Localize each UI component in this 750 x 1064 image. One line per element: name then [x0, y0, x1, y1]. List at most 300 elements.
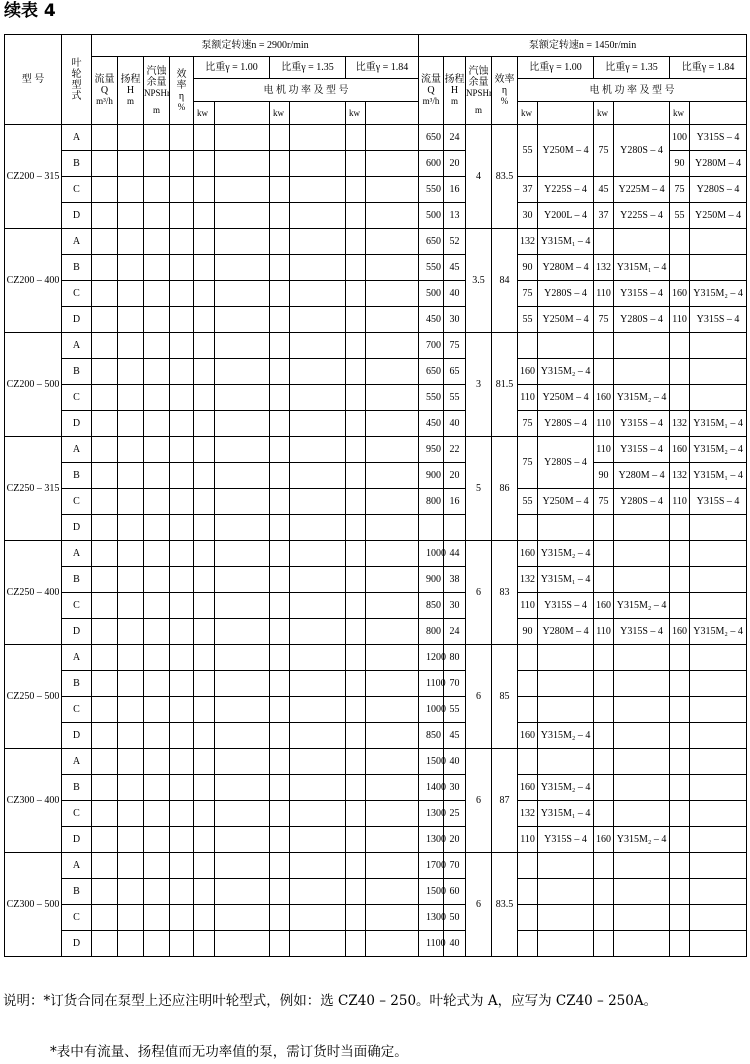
- motor-model: [538, 749, 594, 775]
- empty-cell: [270, 125, 290, 151]
- motor-model: Y315M₂ – 4: [538, 723, 594, 749]
- empty-cell: [215, 437, 270, 463]
- table-row: [5, 619, 747, 645]
- empty-cell: [270, 619, 290, 645]
- model-cell: CZ200 – 500: [5, 333, 62, 437]
- empty-cell: [346, 723, 366, 749]
- empty-cell: [270, 723, 290, 749]
- empty-cell: [290, 905, 346, 931]
- empty-cell: [92, 567, 118, 593]
- head-value: 40: [444, 411, 466, 437]
- motor-kw: [594, 775, 614, 801]
- motor-kw: [594, 567, 614, 593]
- head-header-1450: [444, 57, 466, 125]
- motor-kw: [594, 333, 614, 359]
- sg-100-header-1450: 比重γ = 1.00: [518, 57, 594, 79]
- empty-cell: [144, 151, 170, 177]
- empty-cell: [290, 723, 346, 749]
- motor-model: Y225S – 4: [538, 177, 594, 203]
- table-row: [5, 489, 747, 515]
- motor-kw: [594, 801, 614, 827]
- motor-model: Y315M₂ – 4: [614, 385, 670, 411]
- motor-kw: 75: [594, 489, 614, 515]
- empty-cell: [144, 203, 170, 229]
- motor-model: [614, 931, 670, 957]
- empty-cell: [92, 879, 118, 905]
- empty-cell: [290, 151, 346, 177]
- motor-model: [690, 749, 747, 775]
- empty-cell: [366, 567, 419, 593]
- empty-cell: [215, 645, 270, 671]
- empty-cell: [366, 125, 419, 151]
- motor-kw: [518, 931, 538, 957]
- motor-kw: 37: [594, 203, 614, 229]
- motor-model: [614, 697, 670, 723]
- flow-value: 650: [419, 229, 444, 255]
- empty-cell: [290, 697, 346, 723]
- impeller-type: B: [62, 567, 92, 593]
- head-symbol: H: [126, 85, 135, 96]
- empty-cell: [215, 541, 270, 567]
- head-value: 30: [444, 775, 466, 801]
- motor-model: Y280M – 4: [538, 255, 594, 281]
- motor-model: Y315S – 4: [538, 827, 594, 853]
- empty-cell: [118, 827, 144, 853]
- empty-cell: [215, 463, 270, 489]
- flow-value: 1500: [419, 749, 444, 775]
- motor-model: Y225M – 4: [614, 177, 670, 203]
- motor-model: Y315M₂ – 4: [614, 827, 670, 853]
- motor-model: Y280M – 4: [538, 619, 594, 645]
- empty-cell: [346, 125, 366, 151]
- motor-model: [614, 645, 670, 671]
- motor-model: Y315M₂ – 4: [538, 359, 594, 385]
- empty-cell: [346, 775, 366, 801]
- empty-cell: [366, 697, 419, 723]
- empty-cell: [118, 177, 144, 203]
- sg-100-header: 比重γ = 1.00: [194, 57, 270, 79]
- table-row: [5, 775, 747, 801]
- empty-cell: [194, 463, 215, 489]
- motor-model: Y315M₂ – 4: [538, 775, 594, 801]
- motor-model: Y315M₂ – 4: [690, 281, 747, 307]
- flow-symbol: Q: [100, 85, 109, 96]
- empty-cell: [144, 697, 170, 723]
- empty-cell: [170, 697, 194, 723]
- motor-model: Y280M – 4: [614, 463, 670, 489]
- head-value: 70: [444, 671, 466, 697]
- empty-cell: [690, 102, 747, 125]
- motor-kw: [594, 879, 614, 905]
- empty-cell: [215, 151, 270, 177]
- motor-model: [538, 697, 594, 723]
- empty-cell: [144, 177, 170, 203]
- empty-cell: [366, 255, 419, 281]
- motor-model: Y315S – 4: [614, 619, 670, 645]
- motor-model: [690, 359, 747, 385]
- head-value: 38: [444, 567, 466, 593]
- note-1: 说明：*订货合同在泵型上还应注明叶轮型式，例如：选 CZ40 – 250。叶轮式为 A，应写为 CZ40 – 250A。: [3, 993, 658, 1009]
- empty-cell: [366, 853, 419, 879]
- motor-kw: [518, 905, 538, 931]
- sg-135-header-1450: 比重γ = 1.35: [594, 57, 670, 79]
- empty-cell: [215, 801, 270, 827]
- table-row: [5, 853, 747, 879]
- empty-cell: [346, 489, 366, 515]
- table-row: [5, 723, 747, 749]
- motor-model: [690, 775, 747, 801]
- motor-model: Y315S – 4: [614, 437, 670, 463]
- motor-kw: 160: [518, 359, 538, 385]
- empty-cell: [194, 177, 215, 203]
- motor-kw: [670, 541, 690, 567]
- empty-cell: [144, 567, 170, 593]
- empty-cell: [366, 619, 419, 645]
- motor-kw: [518, 645, 538, 671]
- impeller-type: A: [62, 333, 92, 359]
- npsh-value: 3.5: [466, 229, 492, 333]
- motor-kw: 132: [594, 255, 614, 281]
- empty-cell: [215, 619, 270, 645]
- empty-cell: [346, 281, 366, 307]
- head-value: 52: [444, 229, 466, 255]
- empty-cell: [118, 541, 144, 567]
- sg-184-header-1450: 比重γ = 1.84: [670, 57, 747, 79]
- empty-cell: [290, 333, 346, 359]
- empty-cell: [290, 102, 346, 125]
- head-value: 75: [444, 333, 466, 359]
- flow-header: [92, 57, 118, 125]
- motor-kw: 160: [594, 385, 614, 411]
- motor-kw: 55: [670, 203, 690, 229]
- table-row: [5, 307, 747, 333]
- motor-model: Y250M – 4: [690, 203, 747, 229]
- empty-cell: [118, 567, 144, 593]
- motor-kw: 160: [594, 593, 614, 619]
- impeller-type: D: [62, 307, 92, 333]
- npsh-value: 6: [466, 541, 492, 645]
- npsh-value: 6: [466, 853, 492, 957]
- empty-cell: [346, 567, 366, 593]
- head-value: 44: [444, 541, 466, 567]
- motor-kw: 110: [518, 593, 538, 619]
- empty-cell: [92, 177, 118, 203]
- empty-cell: [290, 775, 346, 801]
- impeller-type: B: [62, 255, 92, 281]
- empty-cell: [118, 697, 144, 723]
- motor-kw: [518, 333, 538, 359]
- empty-cell: [118, 437, 144, 463]
- empty-cell: [118, 749, 144, 775]
- empty-cell: [290, 827, 346, 853]
- kw-unit: kw: [518, 102, 538, 125]
- motor-model: [690, 931, 747, 957]
- empty-cell: [290, 489, 346, 515]
- empty-cell: [144, 255, 170, 281]
- flow-value: 1200: [419, 645, 444, 671]
- motor-kw: 110: [594, 619, 614, 645]
- table-row: [5, 593, 747, 619]
- motor-kw: [518, 879, 538, 905]
- model-cell: CZ300 – 500: [5, 853, 62, 957]
- impeller-header: 叶轮型式: [62, 35, 92, 125]
- motor-model: [614, 567, 670, 593]
- empty-cell: [215, 775, 270, 801]
- motor-kw: [670, 671, 690, 697]
- motor-kw: [594, 541, 614, 567]
- empty-cell: [215, 177, 270, 203]
- motor-model: Y315M₂ – 4: [538, 541, 594, 567]
- empty-cell: [170, 255, 194, 281]
- empty-cell: [215, 307, 270, 333]
- motor-model: Y315S – 4: [690, 489, 747, 515]
- empty-cell: [170, 411, 194, 437]
- motor-model: [690, 229, 747, 255]
- npsh-value: 6: [466, 749, 492, 853]
- empty-cell: [144, 879, 170, 905]
- flow-value: 850: [419, 593, 444, 619]
- empty-cell: [194, 905, 215, 931]
- empty-cell: [144, 333, 170, 359]
- flow-value: 800: [419, 489, 444, 515]
- flow-value: 600: [419, 151, 444, 177]
- empty-cell: [346, 437, 366, 463]
- empty-cell: [270, 489, 290, 515]
- empty-cell: [170, 281, 194, 307]
- empty-cell: [118, 801, 144, 827]
- empty-cell: [215, 671, 270, 697]
- impeller-type: A: [62, 229, 92, 255]
- kw-unit: kw: [594, 102, 614, 125]
- eff-symbol: η: [501, 85, 508, 96]
- npsh-symbol: NPSHr: [466, 87, 493, 98]
- motor-kw: 30: [518, 203, 538, 229]
- empty-cell: [290, 567, 346, 593]
- head-value: 13: [444, 203, 466, 229]
- npsh-header-1450: [466, 57, 492, 125]
- empty-cell: [194, 749, 215, 775]
- motor-kw: 75: [594, 307, 614, 333]
- motor-model: Y315M₁ – 4: [538, 229, 594, 255]
- flow-value: 1400: [419, 775, 444, 801]
- empty-cell: [170, 749, 194, 775]
- empty-cell: [144, 281, 170, 307]
- motor-kw: 110: [594, 437, 614, 463]
- motor-model: Y315M₂ – 4: [614, 593, 670, 619]
- empty-cell: [92, 281, 118, 307]
- motor-model: Y315M₂ – 4: [690, 619, 747, 645]
- head-value: 30: [444, 593, 466, 619]
- empty-cell: [366, 515, 419, 541]
- eff-header-1450: [492, 57, 518, 125]
- table-row: [5, 879, 747, 905]
- empty-cell: [270, 281, 290, 307]
- table-row: [5, 203, 747, 229]
- empty-cell: [270, 827, 290, 853]
- empty-cell: [366, 102, 419, 125]
- empty-cell: [346, 879, 366, 905]
- motor-kw: [670, 879, 690, 905]
- empty-cell: [118, 905, 144, 931]
- motor-kw: [670, 359, 690, 385]
- empty-cell: [170, 567, 194, 593]
- model-cell: CZ200 – 315: [5, 125, 62, 229]
- table-row: [5, 463, 747, 489]
- empty-cell: [92, 437, 118, 463]
- empty-cell: [346, 229, 366, 255]
- empty-cell: [144, 645, 170, 671]
- motor-model: Y250M – 4: [538, 307, 594, 333]
- empty-cell: [270, 593, 290, 619]
- npsh-value: 3: [466, 333, 492, 437]
- empty-cell: [194, 307, 215, 333]
- motor-model: [614, 359, 670, 385]
- npsh-value: 6: [466, 645, 492, 749]
- head-value: 40: [444, 931, 466, 957]
- note-2: *表中有流量、扬程值而无功率值的泵，需订货时当面确定。: [50, 1044, 408, 1060]
- empty-cell: [194, 723, 215, 749]
- model-header: 型 号: [5, 35, 62, 125]
- empty-cell: [194, 203, 215, 229]
- empty-cell: [290, 307, 346, 333]
- empty-cell: [270, 801, 290, 827]
- empty-cell: [144, 671, 170, 697]
- empty-cell: [215, 697, 270, 723]
- motor-kw: [670, 853, 690, 879]
- head-label: 扬程: [120, 74, 141, 85]
- head-value: 60: [444, 879, 466, 905]
- empty-cell: [290, 541, 346, 567]
- empty-cell: [194, 541, 215, 567]
- motor-model: [690, 593, 747, 619]
- empty-cell: [614, 102, 670, 125]
- model-cell: CZ200 – 400: [5, 229, 62, 333]
- empty-cell: [366, 333, 419, 359]
- empty-cell: [346, 853, 366, 879]
- impeller-type: D: [62, 411, 92, 437]
- empty-cell: [215, 905, 270, 931]
- flow-value: [419, 515, 444, 541]
- empty-cell: [170, 723, 194, 749]
- motor-model: [538, 905, 594, 931]
- impeller-type: A: [62, 125, 92, 151]
- motor-model: [690, 827, 747, 853]
- empty-cell: [346, 619, 366, 645]
- empty-cell: [92, 125, 118, 151]
- table-row: [5, 827, 747, 853]
- head-value: 24: [444, 619, 466, 645]
- motor-model: [614, 723, 670, 749]
- empty-cell: [215, 102, 270, 125]
- empty-cell: [346, 671, 366, 697]
- motor-model: [538, 333, 594, 359]
- impeller-type: D: [62, 619, 92, 645]
- table-row: [5, 229, 747, 255]
- table-row: [5, 749, 747, 775]
- empty-cell: [194, 151, 215, 177]
- empty-cell: [346, 541, 366, 567]
- motor-kw: [594, 229, 614, 255]
- empty-cell: [118, 671, 144, 697]
- table-row: [5, 359, 747, 385]
- motor-kw: 160: [594, 827, 614, 853]
- motor-model: Y280S – 4: [538, 437, 594, 489]
- flow-unit: m³/h: [96, 96, 113, 106]
- empty-cell: [144, 463, 170, 489]
- table-title: 续表 4: [4, 1, 56, 21]
- empty-cell: [346, 151, 366, 177]
- head-value: [444, 515, 466, 541]
- empty-cell: [194, 879, 215, 905]
- motor-model: [690, 801, 747, 827]
- empty-cell: [270, 515, 290, 541]
- empty-cell: [346, 411, 366, 437]
- motor-model: [690, 255, 747, 281]
- empty-cell: [144, 619, 170, 645]
- impeller-type: B: [62, 879, 92, 905]
- motor-model: [614, 515, 670, 541]
- npsh-value: 5: [466, 437, 492, 541]
- empty-cell: [194, 437, 215, 463]
- empty-cell: [144, 541, 170, 567]
- head-label: 扬程: [444, 74, 465, 85]
- empty-cell: [290, 645, 346, 671]
- empty-cell: [346, 385, 366, 411]
- empty-cell: [170, 359, 194, 385]
- motor-kw: 110: [670, 307, 690, 333]
- npsh-value: 4: [466, 125, 492, 229]
- table-row: [5, 385, 747, 411]
- empty-cell: [346, 931, 366, 957]
- motor-kw: 55: [518, 307, 538, 333]
- empty-cell: [118, 359, 144, 385]
- empty-cell: [215, 723, 270, 749]
- empty-cell: [215, 489, 270, 515]
- table-row: [5, 255, 747, 281]
- empty-cell: [170, 229, 194, 255]
- head-unit: m: [126, 96, 134, 106]
- empty-cell: [92, 645, 118, 671]
- motor-model: [690, 567, 747, 593]
- motor-kw: 45: [594, 177, 614, 203]
- empty-cell: [290, 255, 346, 281]
- empty-cell: [118, 489, 144, 515]
- empty-cell: [290, 671, 346, 697]
- empty-cell: [194, 125, 215, 151]
- empty-cell: [270, 307, 290, 333]
- empty-cell: [346, 177, 366, 203]
- empty-cell: [118, 775, 144, 801]
- empty-cell: [538, 102, 594, 125]
- empty-cell: [270, 463, 290, 489]
- empty-cell: [92, 255, 118, 281]
- empty-cell: [170, 151, 194, 177]
- motor-kw: 55: [518, 489, 538, 515]
- eff-value: 83: [492, 541, 518, 645]
- motor-model: Y315M₁ – 4: [614, 255, 670, 281]
- eff-value: 85: [492, 645, 518, 749]
- empty-cell: [92, 931, 118, 957]
- motor-kw: 160: [670, 619, 690, 645]
- empty-cell: [144, 827, 170, 853]
- empty-cell: [144, 385, 170, 411]
- flow-value: 550: [419, 255, 444, 281]
- head-value: 16: [444, 177, 466, 203]
- eff-value: 81.5: [492, 333, 518, 437]
- empty-cell: [170, 437, 194, 463]
- table-row: [5, 333, 747, 359]
- empty-cell: [290, 619, 346, 645]
